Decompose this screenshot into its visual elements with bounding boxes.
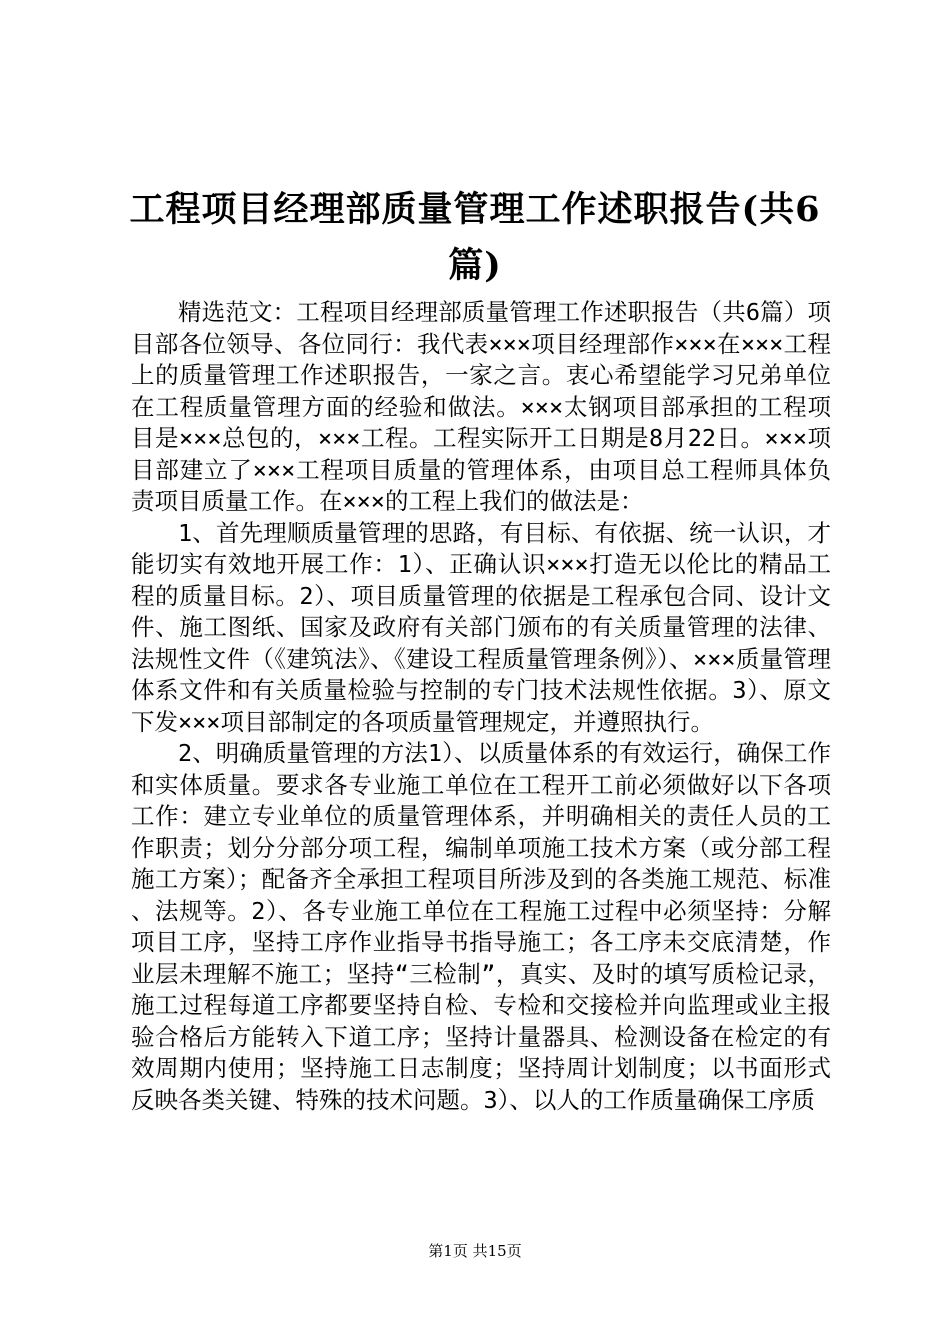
paragraph-section-2: 2、明确质量管理的方法1）、以质量体系的有效运行，确保工作和实体质量。要求各专业施工单位在工程开工前必须做好以下各项工作：建立专业单位的质量管理体系，并明确相关的责任人员的工作职责；划分分部分项工程，编制单项施工技术方案（或分部工程施工方案）；配备齐全承担工程项目所涉及到的各类施工规范、标准、法规等。2）、各专业施工单位在工程施工过程中必须坚持：分解项目工序，坚持工序作业指导书指导施工；各工序未交底清楚，作业层未理解不施工；坚持“三检制”，真实、及时的填写质检记录，施工过程每道工序都要坚持自检、专检和交接检并向监理或业主报验合格后方能转入下道工序；坚持计量器具、检测设备在检定的有效周期内使用；坚持施工日志制度；坚持周计划制度；以书面形式反映各类关键、特殊的技术问题。3）、以人的工作质量确保工序质 — [131, 739, 831, 1114]
paragraph-intro: 精选范文：工程项目经理部质量管理工作述职报告（共6篇）项目部各位领导、各位同行：我代表×××项目经理部作×××在×××工程上的质量管理工作述职报告，一家之言。衷心希望能学习兄弟单位在工程质量管理方面的经验和做法。×××太钢项目部承担的工程项目是×××总包的，×××工程。工程实际开工日期是8月22日。×××项目部建立了×××工程项目质量的管理体系，由项目总工程师具体负责项目质量工作。在×××的工程上我们的做法是： — [131, 298, 831, 515]
document-body — [131, 297, 831, 1116]
page-number-footer: 第1页 共15页 — [428, 1242, 522, 1260]
document-title: 工程项目经理部质量管理工作述职报告(共6篇) — [129, 189, 821, 286]
paragraph-section-1: 1、首先理顺质量管理的思路，有目标、有依据、统一认识，才能切实有效地开展工作：1）、正确认识×××打造无以伦比的精品工程的质量目标。2）、项目质量管理的依据是工程承包合同、设计文件、施工图纸、国家及政府有关部门颁布的有关质量管理的法律、法规性文件（《建筑法》、《建设工程质量管理条例》）、×××质量管理体系文件和有关质量检验与控制的专门技术法规性依据。3）、原文下发×××项目部制定的各项质量管理规定，并遵照执行。 — [131, 518, 831, 736]
